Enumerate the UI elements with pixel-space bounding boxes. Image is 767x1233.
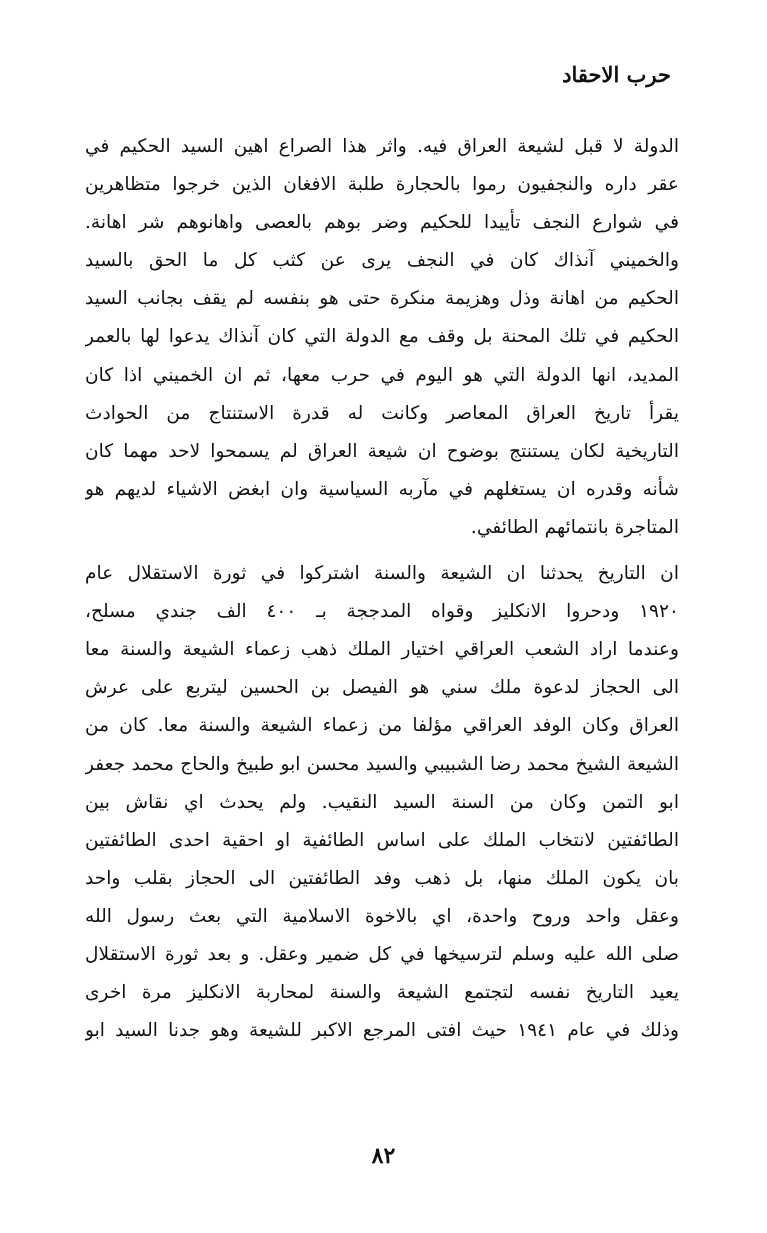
text-line: وذلك في عام ١٩٤١ حيث افتى المرجع الاكبر للشيعة وهو جدنا السيد ابو bbox=[85, 1020, 679, 1042]
page-number: ٨٢ bbox=[371, 1143, 396, 1169]
text-line: ابو التمن وكان من السنة السيد النقيب. ولم يحدث اي نقاش بين bbox=[85, 791, 679, 813]
body-text bbox=[85, 128, 679, 1050]
text-line: الى الحجاز لدعوة ملك سني هو الفيصل بن الحسين ليتربع على عرش bbox=[85, 677, 679, 699]
paragraph-2 bbox=[85, 555, 679, 1050]
text-line: وعندما اراد الشعب العراقي اختيار الملك ذهب زعماء الشيعة والسنة معا bbox=[85, 639, 679, 661]
text-line: صلى الله عليه وسلم لترسيخها في كل ضمير وعقل. و بعد ثورة الاستقلال bbox=[85, 943, 679, 965]
text-line: المديد، انها الدولة التي هو اليوم في حرب معها، ثم ان الخميني اذا كان bbox=[85, 364, 679, 386]
text-line: الحكيم في تلك المحنة بل وقف مع الدولة التي كان آنذاك يدعوا لها بالعمر bbox=[85, 326, 679, 348]
paragraph-gap bbox=[85, 547, 679, 555]
text-line: يعيد التاريخ نفسه لتجتمع الشيعة والسنة لمحاربة الانكليز مرة اخرى bbox=[85, 982, 679, 1004]
text-line: والخميني آنذاك كان في النجف يرى عن كثب كل ما الحق بالسيد bbox=[85, 250, 679, 272]
text-line: ان التاريخ يحدثنا ان الشيعة والسنة اشتركوا في ثورة الاستقلال عام bbox=[85, 563, 679, 585]
text-line: عقر داره والنجفيون رموا بالحجارة طلبة الافغان الذين خرجوا متظاهرين bbox=[85, 174, 679, 196]
text-line: يقرأ تاريخ العراق المعاصر وكانت له قدرة الاستنتاج من الحوادث bbox=[85, 402, 679, 424]
text-line: الدولة لا قبل لشيعة العراق فيه. واثر هذا الصراع اهين السيد الحكيم في bbox=[85, 136, 679, 157]
text-line: المتاجرة بانتمائهم الطائفي. bbox=[470, 516, 679, 538]
text-line: الحكيم من اهانة وذل وهزيمة منكرة حتى هو بنفسه لم يقف بجانب السيد bbox=[85, 288, 679, 310]
text-line: العراق وكان الوفد العراقي مؤلفا من زعماء الشيعة والسنة معا. كان من bbox=[85, 715, 679, 737]
paragraph-1 bbox=[85, 128, 679, 547]
text-line: بان يكون الملك منها، بل ذهب وفد الطائفتين الى الحجاز بقلب واحد bbox=[85, 867, 679, 889]
text-line: الشيعة الشيخ محمد رضا الشبيبي والسيد محسن ابو طبيخ والحاج محمد جعفر bbox=[85, 753, 679, 775]
text-line: التاريخية لكان يستنتج بوضوح ان شيعة العراق لم يسمحوا لاحد مهما كان bbox=[85, 440, 679, 462]
text-line: وعقل واحد وروح واحدة، اي بالاخوة الاسلامية التي بعث رسول الله bbox=[85, 905, 679, 927]
text-line: الطائفتين لانتخاب الملك على اساس الطائفية او احقية احدى الطائفتين bbox=[85, 829, 679, 851]
text-line: ١٩٢٠ ودحروا الانكليز وقواه المدججة بـ ٤٠٠ الف جندي مسلح، bbox=[85, 601, 679, 623]
text-line: شأنه وقدره ان يستغلهم في مآربه السياسية وان ابغض الاشياء لديهم هو bbox=[85, 478, 679, 500]
running-header: حرب الاحقاد bbox=[562, 62, 671, 87]
text-line: في شوارع النجف تأييدا للحكيم وضر بوهم بالعصى واهانوهم شر اهانة. bbox=[85, 212, 679, 234]
